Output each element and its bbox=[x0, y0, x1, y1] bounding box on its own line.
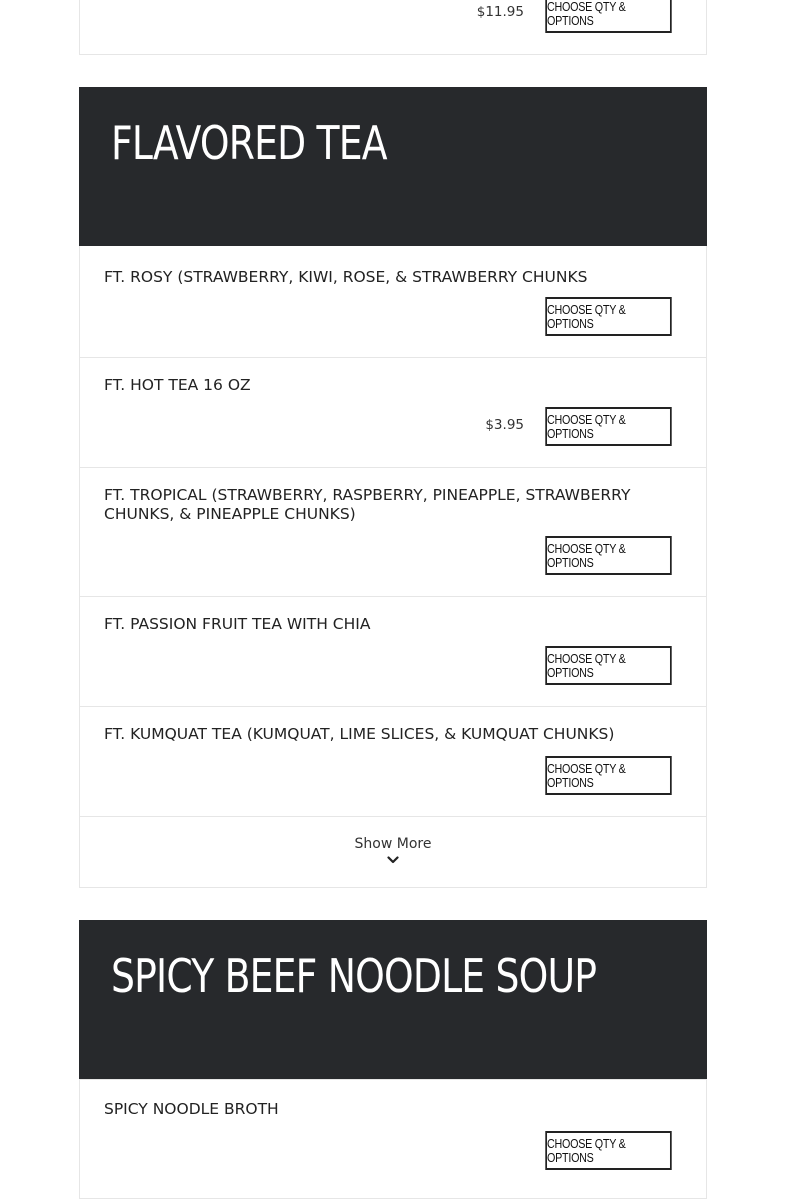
choose-qty-options-button[interactable]: CHOOSE QTY & OPTIONS bbox=[545, 646, 671, 685]
item-name: FT. TROPICAL (STRAWBERRY, RASPBERRY, PINEAPPLE, STRAWBERRY CHUNKS, & PINEAPPLE CHUNKS) bbox=[104, 486, 631, 523]
menu-item bbox=[80, 706, 706, 816]
menu-item bbox=[80, 1079, 706, 1190]
menu-item bbox=[80, 596, 706, 706]
item-name: FT. ROSY (STRAWBERRY, KIWI, ROSE, & STRAWBERRY CHUNKS bbox=[104, 268, 588, 286]
item-price: $3.95 bbox=[485, 416, 524, 433]
item-name: FT. KUMQUAT TEA (KUMQUAT, LIME SLICES, & KUMQUAT CHUNKS) bbox=[104, 725, 615, 743]
menu-item-row bbox=[477, 0, 682, 33]
menu-item bbox=[80, 357, 706, 467]
section-title: FLAVORED TEA bbox=[111, 116, 387, 170]
show-more-button[interactable] bbox=[80, 816, 706, 887]
section-header-flavored-tea bbox=[79, 87, 707, 247]
section-items-spicy-beef-noodle-soup bbox=[79, 1079, 707, 1199]
item-name: FT. HOT TEA 16 OZ bbox=[104, 376, 251, 394]
menu-item bbox=[80, 246, 706, 357]
show-more-label: Show More bbox=[354, 836, 432, 852]
section-title: SPICY BEEF NOODLE SOUP bbox=[111, 949, 597, 1003]
section-items-flavored-tea bbox=[79, 246, 707, 888]
section-header-spicy-beef-noodle-soup bbox=[79, 920, 707, 1080]
choose-qty-options-button[interactable]: CHOOSE QTY & OPTIONS bbox=[545, 407, 671, 446]
choose-qty-options-button[interactable]: CHOOSE QTY & OPTIONS bbox=[545, 536, 671, 575]
choose-qty-options-button[interactable]: CHOOSE QTY & OPTIONS bbox=[545, 1131, 671, 1170]
previous-section-card bbox=[79, 0, 707, 55]
choose-qty-options-button[interactable]: CHOOSE QTY & OPTIONS bbox=[545, 0, 671, 33]
chevron-down-icon bbox=[387, 856, 399, 864]
item-price: $11.95 bbox=[476, 3, 524, 20]
choose-qty-options-button[interactable]: CHOOSE QTY & OPTIONS bbox=[545, 297, 671, 336]
choose-qty-options-button[interactable]: CHOOSE QTY & OPTIONS bbox=[545, 756, 671, 795]
item-name: SPICY NOODLE BROTH bbox=[104, 1100, 279, 1118]
menu-item bbox=[80, 467, 706, 596]
item-name: FT. PASSION FRUIT TEA WITH CHIA bbox=[104, 615, 371, 633]
